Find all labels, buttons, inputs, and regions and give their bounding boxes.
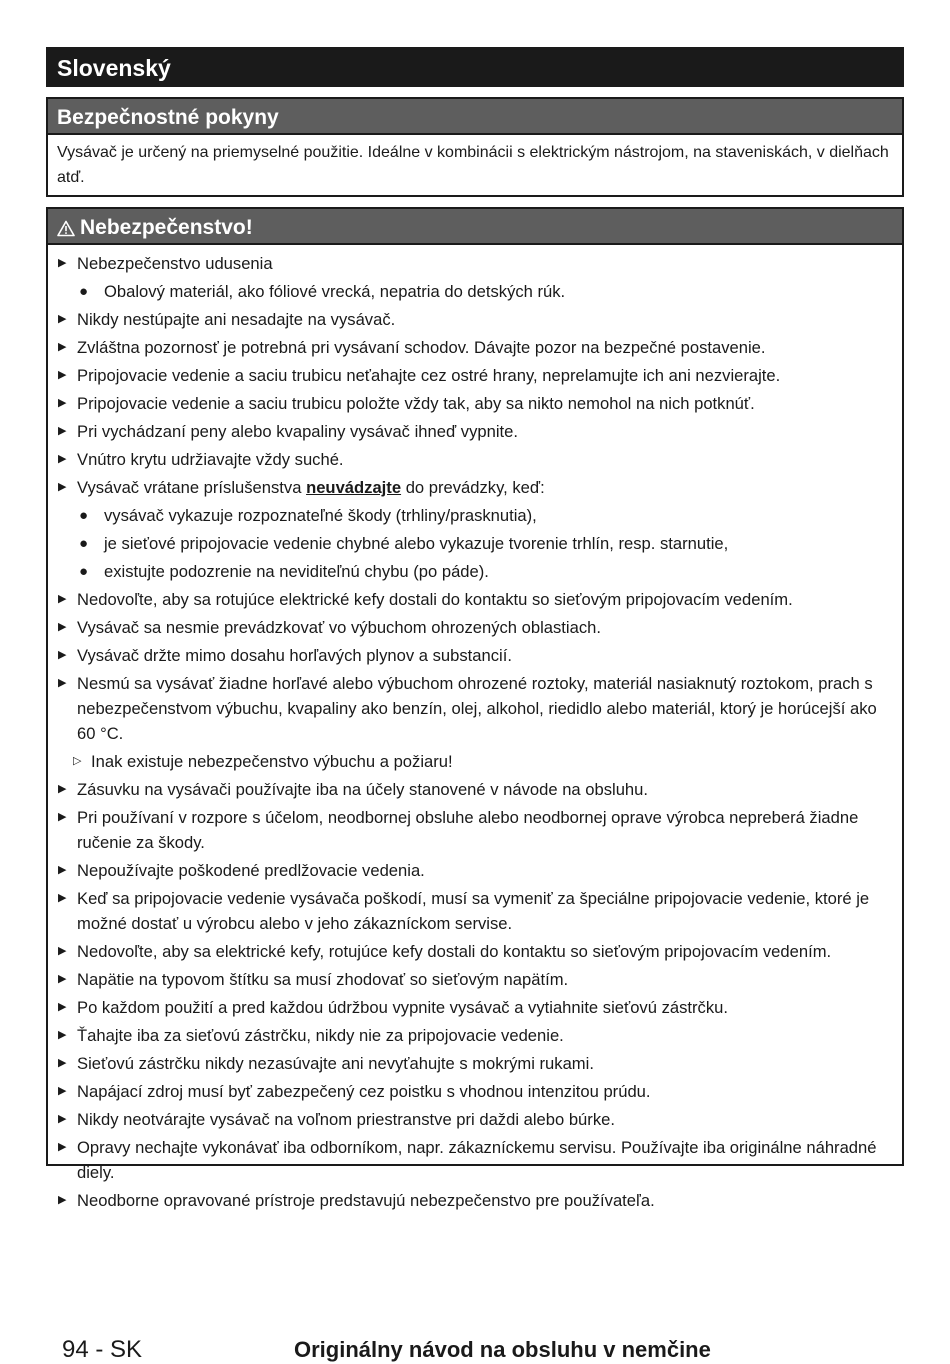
list-item: ▶ Zvláštna pozornosť je potrebná pri vysávaní schodov. Dávajte pozor na bezpečné postavenie.: [58, 338, 766, 357]
list-item: ▶ Vysávač sa nesmie prevádzkovať vo výbuchom ohrozených oblastiach.: [58, 618, 601, 637]
list-item: ▶ Nikdy neotvárajte vysávač na voľnom priestranstve pri daždi alebo búrke.: [58, 1110, 615, 1129]
safety-intro-text: Vysávač je určený na priemyselné použitie. Ideálne v kombinácii s elektrickým nástrojom, na staveniskách, v dielňach atď.: [57, 144, 889, 186]
list-item: ▶ Ťahajte iba za sieťovú zástrčku, nikdy nie za pripojovacie vedenie.: [58, 1026, 564, 1045]
danger-box: [46, 207, 904, 1210]
list-item: ▶ Neodborne opravované prístroje predstavujú nebezpečenstvo pre používateľa.: [58, 1191, 655, 1210]
list-item: ● existujte podozrenie na neviditeľnú chybu (po páde).: [79, 562, 489, 581]
list-item: ▶ Sieťovú zástrčku nikdy nezasúvajte ani nevyťahujte s mokrými rukami.: [58, 1054, 594, 1073]
list-item: ▶ Nedovoľte, aby sa elektrické kefy, rotujúce kefy dostali do kontaktu so sieťovým pripojovacím vedením.: [58, 942, 832, 961]
warning-triangle-icon: [57, 212, 75, 250]
list-item: ▶ Napájací zdroj musí byť zabezpečený cez poistku s vhodnou intenzitou prúdu.: [58, 1082, 651, 1101]
list-item: ▶ Napätie na typovom štítku sa musí zhodovať so sieťovým napätím.: [58, 970, 569, 989]
list-item: ● vysávač vykazuje rozpoznateľné škody (trhliny/prasknutia),: [79, 506, 537, 525]
list-item: ▶ Pripojovacie vedenie a saciu trubicu položte vždy tak, aby sa nikto nemohol na nich potknúť.: [58, 394, 755, 413]
list-item: ▶ Pri vychádzaní peny alebo kvapaliny vysávač ihneď vypnite.: [58, 422, 518, 441]
list-item: ▶ Pripojovacie vedenie a saciu trubicu neťahajte cez ostré hrany, neprelamujte ich ani nezvierajte.: [58, 366, 781, 385]
safety-instructions-box: [46, 97, 904, 197]
list-item: ▶ Po každom použití a pred každou údržbou vypnite vysávač a vytiahnite sieťovú zástrčku.: [58, 998, 728, 1017]
list-item: ● Obalový materiál, ako fóliové vrecká, nepatria do detských rúk.: [79, 282, 566, 301]
danger-heading: Nebezpečenstvo!: [80, 216, 253, 239]
safety-heading: Bezpečnostné pokyny: [48, 99, 902, 135]
list-item: ▶ Vysávač držte mimo dosahu horľavých plynov a substancií.: [58, 646, 512, 665]
list-item: ▶ Vnútro krytu udržiavajte vždy suché.: [58, 450, 344, 469]
page-number: 94 - SK: [62, 1336, 143, 1363]
list-item: ▷ Inak existuje nebezpečenstvo výbuchu a požiaru!: [73, 752, 453, 771]
danger-list: [48, 245, 902, 1213]
list-item: ▶ Nepoužívajte poškodené predlžovacie vedenia.: [58, 861, 425, 880]
list-item: ▶ Nesmú sa vysávať žiadne horľavé alebo výbuchom ohrozené roztoky, materiál nasiaknutý roztokom, prach s nebezpečenstvom výbuchu, kvapaliny ako benzín, olej, alkohol, riedidlo alebo materiál, ktorý je horúcejší ako 60 °C.: [58, 674, 877, 743]
danger-heading-bar: [48, 209, 902, 245]
list-item: ● je sieťové pripojovacie vedenie chybné alebo vykazuje tvorenie trhlín, resp. starnutie,: [79, 534, 729, 553]
list-item: ▶ Nedovoľte, aby sa rotujúce elektrické kefy dostali do kontaktu so sieťovým pripojovacím vedením.: [58, 590, 793, 609]
language-header: Slovenský: [46, 47, 904, 87]
footer-title: Originálny návod na obsluhu v nemčine: [294, 1337, 711, 1362]
list-item: ▶ Opravy nechajte vykonávať iba odborníkom, napr. zákazníckemu servisu. Používajte iba originálne náhradné diely.: [58, 1138, 877, 1182]
list-item: ▶ Pri používaní v rozpore s účelom, neodbornej obsluhe alebo neodbornej oprave výrobca nepreberá žiadne ručenie za škody.: [58, 808, 859, 852]
list-item: ▶ Vysávač vrátane príslušenstva neuvádzajte do prevádzky, keď:: [58, 478, 545, 497]
list-item: ▶ Keď sa pripojovacie vedenie vysávača poškodí, musí sa vymeniť za špeciálne pripojovacie vedenie, ktoré je možné dostať u výrobcu alebo v jeho zákazníckom servise.: [58, 889, 870, 933]
list-item: ▶ Nebezpečenstvo udusenia: [58, 254, 273, 273]
list-item: ▶ Nikdy nestúpajte ani nesadajte na vysávač.: [58, 310, 396, 329]
list-item: ▶ Zásuvku na vysávači používajte iba na účely stanovené v návode na obsluhu.: [58, 780, 649, 799]
emphasis-text: neuvádzajte: [306, 478, 402, 497]
